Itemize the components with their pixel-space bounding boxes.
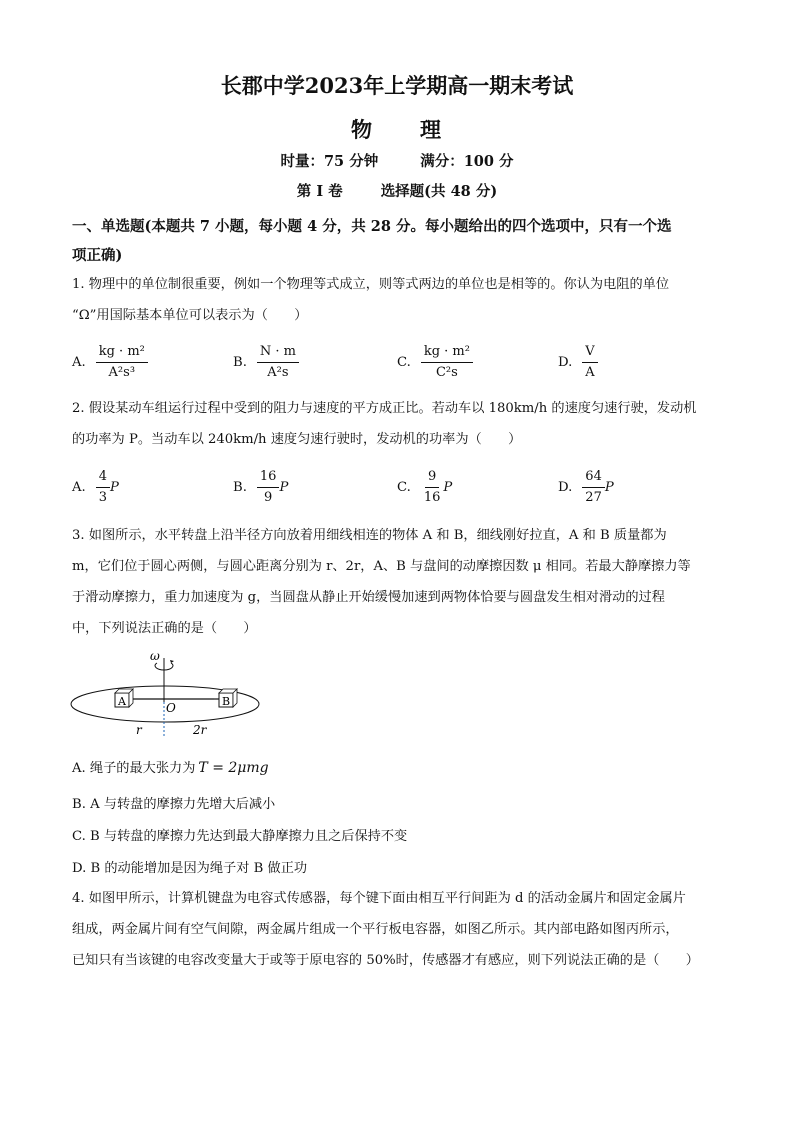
tension-formula: T = 2μmg [198, 760, 269, 776]
volume-description: 选择题(共 48 分) [380, 183, 498, 200]
question-1-line-1: 1. 物理中的单位制很重要，例如一个物理等式成立，则等式两边的单位也是相等的。你认为电阻的单位 [72, 277, 670, 292]
radius-2r-label: 2r [193, 723, 207, 737]
question-2-line-2: 的功率为 P。当动车以 240km/h 速度匀速行驶时，发动机的功率为（ ） [72, 432, 522, 447]
block-b-label: B [222, 695, 231, 708]
question-2-option-a[interactable]: A. $\frac{4}{3}$ P [72, 468, 119, 505]
center-label: O [166, 701, 176, 715]
exam-time: 时量：75 分钟 [280, 153, 379, 170]
section-heading-line-1: 一、单选题(本题共 7 小题，每小题 4 分，共 28 分。每小题给出的四个选项中，只有一个选 [72, 218, 672, 235]
fraction: $\frac{4}{3}$ [96, 469, 110, 506]
omega-label: ω [150, 649, 160, 663]
question-1-options [72, 340, 732, 384]
question-2-options [72, 465, 732, 509]
question-1-option-a[interactable]: A. $\frac{\text{kg · m²}}{\text{A²s³}}$ [72, 340, 148, 384]
question-3-option-a[interactable]: A. 绳子的最大张力为 T = 2μmg [72, 760, 269, 776]
subject-char-1: 物 [351, 117, 374, 142]
block-b [219, 689, 237, 708]
question-3-line-4: 中，下列说法正确的是（ ） [72, 621, 257, 636]
question-1-option-d[interactable]: D. $\frac{V}{A}$ [558, 340, 598, 384]
question-1-option-b[interactable]: B. $\frac{N \cdot m}{\text{A²s}}$ [233, 340, 299, 384]
question-4-line-3: 已知只有当该键的电容改变量大于或等于原电容的 50%时，传感器才有感应，则下列说法正确的是（ ） [72, 953, 699, 968]
question-1-option-c[interactable]: C. $\frac{\text{kg · m²}}{\text{C²s}}$ [397, 340, 473, 384]
block-a-label: A [118, 695, 126, 708]
question-1-stem [72, 269, 732, 331]
question-3-option-b[interactable]: B. A 与转盘的摩擦力先增大后减小 [72, 797, 276, 812]
question-3-option-c[interactable]: C. B 与转盘的摩擦力先达到最大静摩擦力且之后保持不变 [72, 829, 408, 844]
volume-number: 第 I 卷 [296, 183, 343, 200]
question-4-line-1: 4. 如图甲所示，计算机键盘为电容式传感器，每个键下面由相互平行间距为 d 的活动金属片和固定金属片 [72, 891, 686, 906]
fraction: $\frac{64}{27}$ [582, 469, 605, 506]
question-3-line-1: 3. 如图所示，水平转盘上沿半径方向放着用细线相连的物体 A 和 B，细线刚好拉直，A 和 B 质量都为 [72, 528, 667, 543]
fraction: $\frac{16}{9}$ [257, 469, 280, 506]
question-2-option-d[interactable]: D. $\frac{64}{27}$ P [558, 468, 614, 505]
subject-title [0, 114, 794, 144]
question-3-option-d[interactable]: D. B 的动能增加是因为绳子对 B 做正功 [72, 861, 308, 876]
question-3-line-3: 于滑动摩擦力，重力加速度为 g，当圆盘从静止开始缓慢加速到两物体恰要与圆盘发生相对滑动的过程 [72, 590, 665, 605]
section-heading-line-2: 项正确) [72, 247, 123, 264]
fraction: $\frac{\text{kg · m²}}{\text{C²s}}$ [421, 344, 473, 381]
exam-score: 满分：100 分 [420, 153, 514, 170]
fraction: $\frac{\text{kg · m²}}{\text{A²s³}}$ [96, 344, 148, 381]
question-2-option-b[interactable]: B. $\frac{16}{9}$ P [233, 468, 289, 505]
fraction: $\frac{N \cdot m}{\text{A²s}}$ [257, 344, 299, 381]
subject-char-2: 理 [420, 117, 443, 142]
exam-meta [0, 150, 794, 171]
exam-title: 长郡中学2023年上学期高一期末考试 [220, 73, 574, 98]
block-a [115, 689, 133, 708]
question-4-stem [72, 883, 732, 976]
volume-heading [0, 180, 794, 201]
question-2-option-c[interactable]: C. $\frac{9}{16}$ P [397, 468, 453, 505]
radius-r-label: r [136, 723, 142, 737]
fraction: $\frac{9}{16}$ [423, 468, 441, 505]
turntable-figure [66, 646, 266, 742]
arrowhead-icon [170, 660, 174, 663]
question-2-line-1: 2. 假设某动车组运行过程中受到的阻力与速度的平方成正比。若动车以 180km/h 的速度匀速行驶，发动机 [72, 401, 697, 416]
question-3-stem [72, 520, 732, 644]
question-3-line-2: m，它们位于圆心两侧，与圆心距离分别为 r、2r，A、B 与盘间的动摩擦因数 μ 相同。若最大静摩擦力等 [72, 559, 691, 574]
section-heading [72, 212, 732, 270]
fraction: $\frac{V}{A}$ [582, 344, 597, 381]
question-1-line-2: “Ω”用国际基本单位可以表示为（ ） [72, 308, 308, 323]
question-2-stem [72, 393, 732, 455]
question-4-line-2: 组成，两金属片间有空气间隙，两金属片组成一个平行板电容器，如图乙所示。其内部电路如图丙所示， [72, 922, 679, 937]
